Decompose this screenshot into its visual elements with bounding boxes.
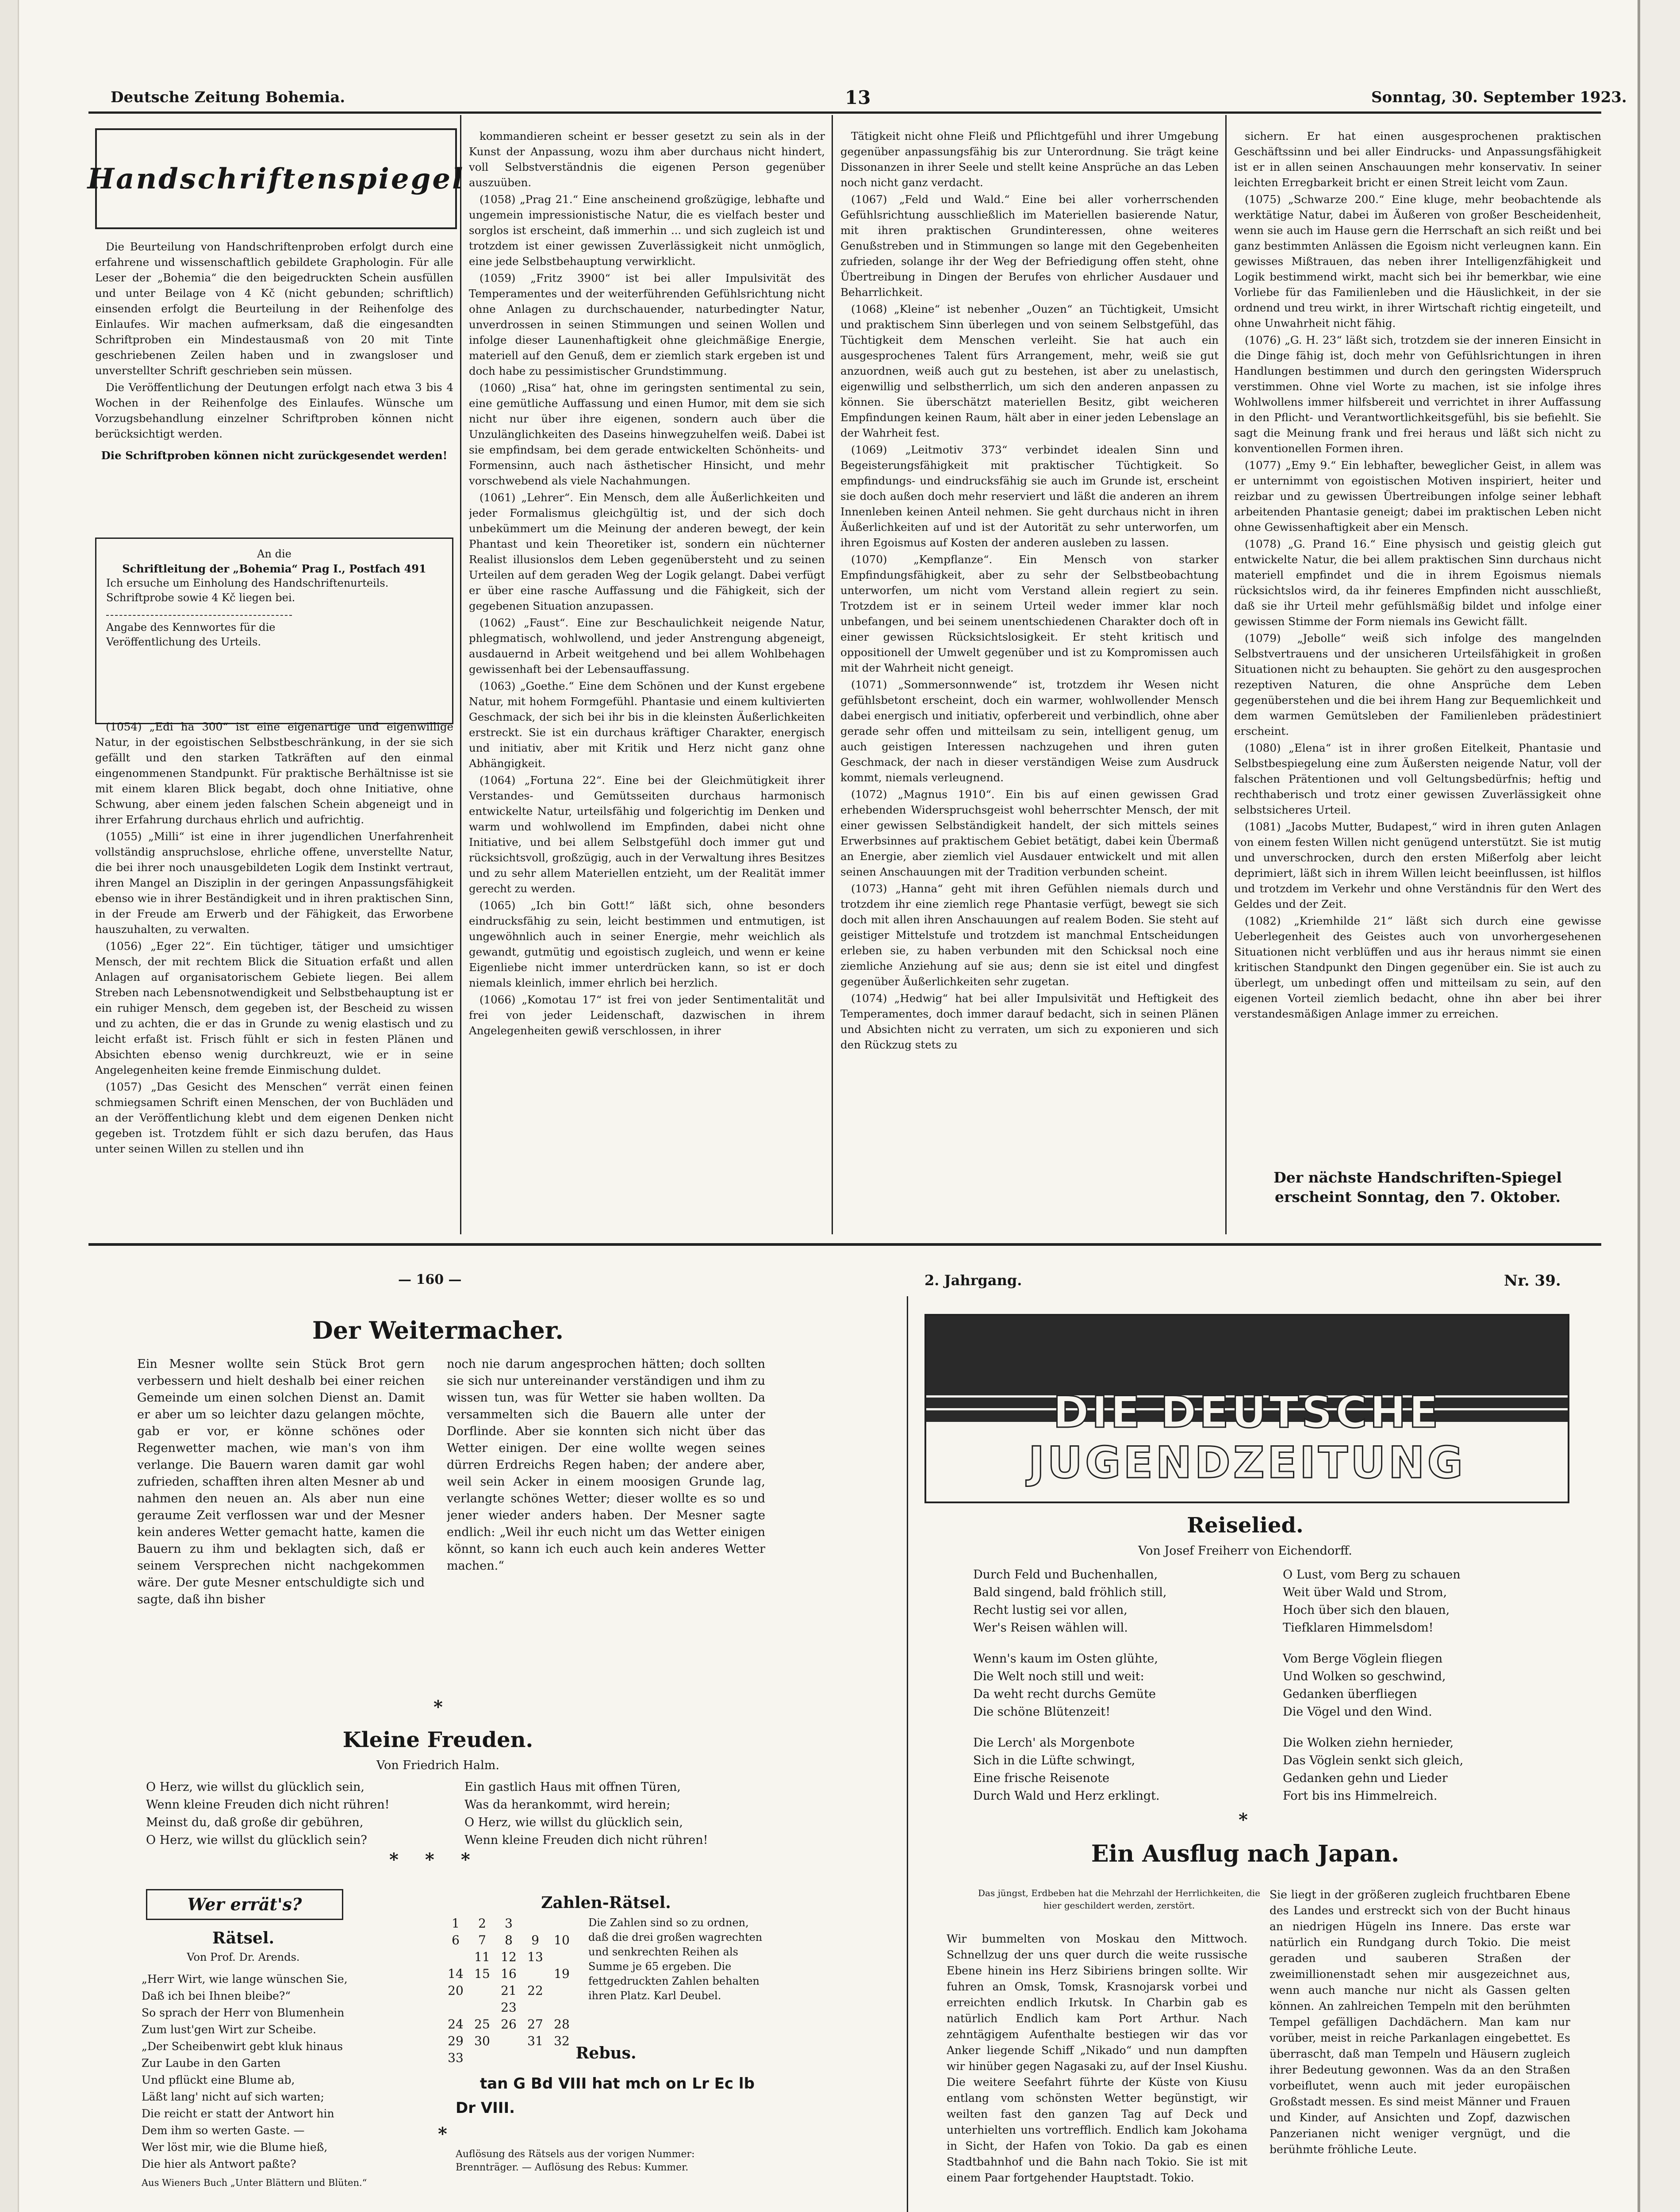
intro-paragraph: Die Veröffentlichung der Deutungen erfolgt nach etwa 3 bis 4 Wochen in der Reihenfolge des Einlaufes. Wünsche um Vorzugsbehandlung einzelner Schriftproben können nicht berücksichtigt werden.: [95, 381, 453, 440]
grid-cell: 33: [448, 2051, 464, 2065]
scan-right-edge: [1638, 0, 1680, 2212]
poem-line: Die reicht er statt der Antwort hin: [142, 2107, 334, 2120]
grid-cell: [469, 2000, 495, 2016]
grid-cell: 24: [448, 2017, 464, 2032]
header-rule: [88, 111, 1601, 114]
banner-title: DIE DEUTSCHE JUGENDZEITUNG: [1028, 1387, 1466, 1488]
reading-entry: (1079) „Jebolle“ weiß sich infolge des mangelnden Selbstvertrauens und der unsicheren Urteilsfähigkeit in großen Situationen nicht zu behaupten. Sie gehört zu den ausgesprochen rezeptiven Naturen, die ohne Ansprüche dem Leben gegenüberstehen und die bei ihrem Hang zur Bequemlichkeit und dem warmen Gemütsleben der Familienleben prädestiniert erscheint.: [1234, 632, 1601, 737]
reading-entry: (1064) „Fortuna 22“. Eine bei der Gleichmütigkeit ihrer Verstandes- und Gemütsseiten durchaus harmonisch entwickelte Natur, urteilsfähig und folgerichtig im Denken und warm und wohlwollend im Empfinden, dabei nicht ohne Initiative, und bei allem Selbstgefühl doch immer gut und rücksichtsvoll, großzügig, auch in der Verwaltung ihres Besitzes und zu sehr allem Materiellen entzieht, um der Realität immer gerecht zu werden.: [469, 774, 825, 895]
grid-cell: 29: [448, 2034, 464, 2048]
grid-cell: 14: [448, 1966, 464, 1981]
scan-left-edge: [0, 0, 19, 2212]
grid-cell: 10: [554, 1933, 570, 1947]
poem-line: Wenn's kaum im Osten glühte,: [973, 1652, 1158, 1666]
grid-cell: 27: [527, 2017, 543, 2032]
poem-line: Das Vöglein senkt sich gleich,: [1283, 1754, 1464, 1767]
grid-cell: 22: [527, 1983, 543, 1998]
poem-line: Wer löst mir, wie die Blume hieß,: [142, 2141, 328, 2154]
star-separator: *: [438, 2124, 447, 2144]
reading-entry: (1080) „Elena“ ist in ihrer großen Eitelkeit, Phantasie und Selbstbespiegelung eine zum Äußersten neigende Natur, voll der falschen Prätentionen und voll Geltungsbedürfnis; heftig und rechthaberisch und trotz einer gewissen Zuverlässigkeit ohne selbstsicheres Urteil.: [1234, 741, 1601, 816]
poem-line: Gedanken überfliegen: [1283, 1687, 1417, 1701]
grid-cell: 20: [448, 1983, 464, 1998]
reading-entry: (1072) „Magnus 1910“. Ein bis auf einen gewissen Grad erhebenden Widerspruchsgeist wohl beherrschter Mensch, der mit einer gewissen Selbständigkeit handelt, der sich mittels seines Erwerbsinnes auf praktischem Gebiet betätigt, dabei kein Übermaß an Energie, aber ziemlich viel Ausdauer entwickelt und mit allen seinen Anschauungen mit der Tradition verbunden scheint.: [840, 788, 1219, 878]
poem-line: O Lust, vom Berg zu schauen: [1283, 1568, 1461, 1582]
grid-cell: [548, 2000, 575, 2016]
poem-line: „Der Scheibenwirt gebt kluk hinaus: [142, 2040, 343, 2053]
grid-cell: 8: [505, 1933, 513, 1947]
grid-cell: 31: [527, 2034, 543, 2048]
poem-line: Sich in die Lüfte schwingt,: [973, 1754, 1135, 1767]
grid-cell: 7: [478, 1933, 486, 1947]
poem-line: Hoch über sich den blauen,: [1283, 1603, 1450, 1617]
handschrift-title: Handschriftenspiegel: [87, 162, 465, 196]
raetsel-poem: [142, 1971, 416, 2191]
reiselied-right: [1283, 1566, 1566, 1805]
grid-cell: [469, 1983, 495, 1999]
reading-entry: sichern. Er hat einen ausgesprochenen praktischen Geschäftssinn und bei aller Eindrucks- und Anpassungsfähigkeit ist er in allen seinen Anschauungen mehr konservativ. In seiner leichten Erregbarkeit bricht er einen Streit leicht vom Zaun.: [1234, 130, 1601, 189]
reading-entry: (1063) „Goethe.“ Eine dem Schönen und der Kunst ergebene Natur, mit hohem Formgefühl. Phantasie und einem kultivierten Geschmack, der sich bei ihr bis in die kleinsten Äußerlichkeiten erstreckt. Sie ist ein durchaus kräftiger Charakter, energisch und initiativ, aber mit Kritik und Herz nicht ganz ohne Abhängigkeit.: [469, 680, 825, 770]
reading-entry: (1070) „Kempflanze“. Ein Mensch von starker Empfindungsfähigkeit, aber zu sehr der Selbstbeobachtung unterworfen, um nicht vom Verstand allein regiert zu sein. Trotzdem ist er in seinem Urteil weder immer klar noch unbefangen, und bei seinem unentschiedenen Charakter doch oft in einer gewissen Rücksichtslosigkeit. Er steht kritisch und oppositionell der Umwelt gegenüber und ist zu Kompromissen auch mit der Wahrheit nicht geneigt.: [840, 553, 1219, 674]
japan-col1: Wir bummelten von Moskau den Mittwoch. Schnellzug der uns quer durch die weite russische Ebene hinein ins Herz Sibiriens bringen sollte. Wir fuhren an Omsk, Tomsk, Krasnojarsk vorbei und erreichten endlich Irkutsk. In Charbin gab es natürlich Endlich kam Port Arthur. Nach zehntägigem Aufenthalte bestiegen wir das vor Anker liegende Schiff „Nikado“ und nun dampften wir hinüber gegen Nagasaki zu, auf der Insel Kiushu. Die weitere Seefahrt führte der Küste von Kiusu entlang vom schönsten Wetter begünstigt, wir weilten fast den ganzen Tag auf Deck und unterhielten uns vortrefflich. Endlich kam Jokohama in Sicht, der Hafen von Tokio. Da gab es einen Stadtbahnhof und die Bahn nach Tokio. Sie ist mit einem Paar fortgehender Hauptstadt. Tokio.: [947, 1932, 1247, 2184]
poem-line: Zum lust'gen Wirt zur Scheibe.: [142, 2023, 316, 2036]
jahrgang-label: 2. Jahrgang.: [924, 1272, 1022, 1289]
supplement-column-rule: [907, 1296, 908, 2212]
reading-entry: (1057) „Das Gesicht des Menschen“ verrät einen feinen schmiegsamen Schrift einen Menschen, der von Buchläden und an der Veröffentlichung klebt und dem eigenen Denken nicht gegeben ist. Trotzdem fühlt er sich dazu berufen, das Haus unter seinen Willen zu stellen und ihn: [95, 1080, 453, 1155]
reiselied-author: Von Josef Freiherr von Eichendorff.: [1138, 1544, 1352, 1558]
intro-paragraph: Die Beurteilung von Handschriftenproben erfolgt durch eine erfahrene und wissenschaftlich gebildete Graphologin. Für alle Leser der „Bohemia“ die den beigedruckten Schein ausfüllen und unter Beilage von 4 Kč (nicht gebunden; schriftlich) einsenden erfolgt die Beurteilung in der Reihenfolge des Einlaufes. Wir machen aufmerksam, daß die eingesandten Schriftproben ein Mindestausmaß von 20 mit Tinte geschriebenen Zeilen haben und in zwangsloser und unverstellter Schrift geschrieben sein müssen.: [95, 240, 453, 377]
reading-entry: (1060) „Risa“ hat, ohne im geringsten sentimental zu sein, eine gemütliche Auffassung und einen Humor, mit dem sie sich nicht nur über ihre eigenen, sondern auch über die Unzulänglichkeiten des Daseins hinwegzuhelfen weiß. Dabei ist sie empfindsam, bei dem gerade entwickelten Schönheits- und Formensinn, auch nach ästhetischer Hinsicht, und mehr vorschwebend als viele Nachahmungen.: [469, 381, 825, 487]
star-separator: *: [433, 1697, 443, 1717]
poem-line: Ein gastlich Haus mit offnen Türen,: [464, 1780, 681, 1794]
poem-line: Die Welt noch still und weit:: [973, 1670, 1144, 1683]
wer-erraets-box: Wer errät's?: [146, 1889, 343, 1920]
japan-intro-note: Das jüngst, Erdbeben hat die Mehrzahl der Herrlichkeiten, die hier geschildert werden, zerstört.: [978, 1888, 1260, 1911]
reading-entry: (1062) „Faust“. Eine zur Beschaulichkeit neigende Natur, phlegmatisch, wohlwollend, und jeder Anstrengung abgeneigt, ausdauernd in Arbeit weitgehend und bei allem Wohlbehagen gewissenhaft bei der Lebensauffassung.: [469, 616, 825, 676]
poem-line: Die Vögel und den Wind.: [1283, 1705, 1432, 1719]
col2-readings: [469, 128, 825, 1234]
coupon-request: Ich ersuche um Einholung des Handschriftenurteils. Schriftprobe sowie 4 Kč liegen bei.: [106, 577, 389, 604]
reading-entry: (1061) „Lehrer“. Ein Mensch, dem alle Äußerlichkeiten und jeder Formalismus gleichgültig ist, und der sich doch unbekümmert um die Meinung der anderen bewegt, der kein Phantast und kein Theoretiker ist, sondern ein nüchterner Realist illusionslos dem Leben gegenübersteht und zu seinen Urteilen auf dem geraden Weg der Logik gelangt. Dabei verfügt er über eine rasche Auffassung und die Fähigkeit, sich der gegebenen Situation anzupassen.: [469, 491, 825, 612]
grid-cell: [548, 1916, 575, 1932]
poem-line: Tiefklaren Himmelsdom!: [1283, 1621, 1434, 1635]
raetsel-author: Von Prof. Dr. Arends.: [187, 1951, 300, 1963]
grid-cell: [442, 1949, 469, 1965]
poem-line: Die Wolken ziehn hernieder,: [1283, 1736, 1454, 1750]
poem-line: O Herz, wie willst du glücklich sein?: [146, 1833, 367, 1847]
reading-entry: (1082) „Kriemhilde 21“ läßt sich durch eine gewisse Ueberlegenheit des Geistes auch von unvorhergesehenen Situationen nicht verblüffen und aus ihr heraus nimmt sie einen kritischen Standpunkt den Dingen gegenüber ein. Sie ist auch zu überlegt, um unbedingt offen und mitteilsam zu sein, auf den eigenen Vorteil ziemlich bedacht, ohne ihn aber bei ihrer verstandesmäßigen Anlage immer zu erreichen.: [1234, 914, 1601, 1020]
grid-cell: 3: [505, 1916, 513, 1931]
raetsel-title: Rätsel.: [212, 1929, 275, 1947]
grid-cell: 19: [554, 1966, 570, 1981]
poem-line: Vom Berge Vöglein fliegen: [1283, 1652, 1443, 1666]
reading-entry: (1078) „G. Prand 16.“ Eine physisch und geistig gleich gut entwickelte Natur, die bei allem praktischen Sinn durchaus nicht materiell empfindet und die in ihrem Egoismus niemals rücksichtslos wird, da ihr feineres Empfinden nicht ausschließt, daß sie ihr Urteil mehr gefühlsmäßig bildet und infolge einer gewissen Stimme der Form niemals ins Gewicht fällt.: [1234, 538, 1601, 628]
poem-line: Durch Feld und Buchenhallen,: [973, 1568, 1158, 1582]
reading-entry: (1058) „Prag 21.“ Eine anscheinend großzügige, lebhafte und ungemein impressionistische Natur, die es vielfach bester und sorglos ist erscheint, daß immerhin ... und sich zugleich ist und trotzdem ist einer gewissen Zuverlässigkeit nicht unmöglich, eine jede Selbstbehauptung verwirklicht.: [469, 193, 825, 268]
grid-cell: [522, 1966, 548, 1982]
grid-cell: 2: [478, 1916, 486, 1931]
masthead-left: Deutsche Zeitung Bohemia.: [111, 88, 345, 106]
grid-cell: [548, 1949, 575, 1965]
col3-readings: [840, 128, 1219, 1234]
poem-line: Wer's Reisen wählen will.: [973, 1621, 1128, 1635]
reading-entry: (1074) „Hedwig“ hat bei aller Impulsivität und Heftigkeit des Temperamentes, doch immer darauf bedacht, sich in seinen Plänen und Absichten nicht zu verraten, um sich zu exponieren und sich den Rückzug stets zu: [840, 992, 1219, 1051]
grid-cell: 30: [474, 2034, 490, 2048]
grid-cell: 28: [554, 2017, 570, 2032]
kleine-freuden-author: Von Friedrich Halm.: [376, 1759, 499, 1772]
grid-cell: 32: [554, 2034, 570, 2048]
grid-cell: 23: [501, 2000, 517, 2015]
grid-cell: 16: [501, 1966, 517, 1981]
reading-entry: (1076) „G. H. 23“ läßt sich, trotzdem sie der inneren Einsicht in die Dinge fähig ist, doch mehr von Gefühlsrichtungen in ihren Handlungen bestimmen und durch den geringsten Widerspruch verstimmen. Ohne viel Worte zu machen, ist sie infolge ihres Wohlwollens immer hilfsbereit und verrichtet in ihrer Auffassung in den Pflicht- und Verantwortlichkeitsgefühl, bis sie befiehlt. Sie sagt die Meinung frank und frei heraus und läßt sich nicht zu konventionellen Formen ihren.: [1234, 334, 1601, 455]
poem-line: Eine frische Reisenote: [973, 1771, 1110, 1785]
poem-line: Wenn kleine Freuden dich nicht rühren!: [464, 1833, 708, 1847]
poem-line: Daß ich bei Ihnen bleibe?“: [142, 1989, 291, 2002]
column-rule: [1225, 115, 1227, 1234]
column-rule: [460, 115, 461, 1234]
col1-readings: [95, 719, 453, 1234]
grid-cell: 1: [452, 1916, 460, 1931]
weitermacher-title: Der Weitermacher.: [312, 1316, 564, 1344]
kleine-freuden-title: Kleine Freuden.: [342, 1728, 533, 1752]
japan-col2: Sie liegt in der größeren zugleich fruchtbaren Ebene des Landes und erstreckt sich von der Bucht hinaus an niedrigen Hügeln ins Innere. Das erste war natürlich ein Rundgang durch Tokio. Die meist geraden und sauberen Straßen der zweimillionenstadt sehen mir ausgezeichnet aus, wenn auch manche nur nicht als Gassen gelten können. An zahlreichen Tempeln mit den berühmten Tempel gefälligen Dachdächern. Man kam nur vorüber, meist in reiche Parkanlagen eingebettet. Es überrascht, daß man Tempeln und Häusern zugleich ihrer Bedeutung gewonnen. Was da an den Straßen vorbeiflutet, wenn auch mit jeder europäischen Großstadt messen. Es sind meist Männer und Frauen und Kinder, auf Ansichten und Zopf, dazwischen Panzerianen nicht weniger vergnügt, und die berühmte fröhliche Leute.: [1270, 1888, 1570, 2156]
poem-line: Und pflückt eine Blume ab,: [142, 2074, 295, 2086]
jugendzeitung-banner: [924, 1314, 1569, 1503]
poem-line: Die hier als Antwort paßte?: [142, 2158, 296, 2170]
reading-entry: (1073) „Hanna“ geht mit ihren Gefühlen niemals durch und trotzdem ihr eine ziemlich rege Phantasie verfügt, bewegt sie sich doch mit allen ihren Anschauungen auf realem Boden. Sie steht auf geistiger Mittelstufe und trotzdem ist manchmal Entscheidungen erleben sie, zu haben verbunden mit den Schicksal noch eine ziemliche Anziehung auf sie aus; denn sie ist eitel und dingfest gegenüber Äußerlichkeiten sehr zugetan.: [840, 882, 1219, 988]
reading-entry: (1054) „Edi ha 300“ ist eine eigenartige und eigenwillige Natur, in der egoistischen Selbstbeschränkung, in der sie sich gefällt und den starken Tatkräften auf den einmal eingenommenen Standpunkt. Für praktische Berhältnisse ist sie mit einem klaren Blick begabt, doch ohne Initiative, ohne Schwung, aber einem jeden falschen Schein abgeneigt und in ihrer Erfahrung durchaus ehrlich und aufrichtig.: [95, 720, 453, 826]
kleine-freuden-left: [146, 1778, 447, 1849]
reiselied-left: [973, 1566, 1256, 1805]
poem-line: O Herz, wie willst du glücklich sein,: [464, 1816, 683, 1829]
poem-line: Die Lerch' als Morgenbote: [973, 1736, 1135, 1750]
section-separator: [88, 1243, 1601, 1246]
grid-cell: 21: [501, 1983, 517, 1998]
grid-cell: [548, 1983, 575, 1999]
reading-entry: (1068) „Kleine“ ist nebenher „Ouzen“ an Tüchtigkeit, Umsicht und praktischem Sinn überlegen und von seinem Selbstgefühl, das Tüchtigkeit dem Menschen verleiht. Sie hat auch ein ausgesprochenes Talent fürs Arrangement, mehr, weiß sie gut anzuordnen, weiß auch gut zu bestehen, ist aber zu unelastisch, eigenwillig und selbstherrlich, um sich den anderen anpassen zu können. Sie überschätzt materiellen Besitz, gibt weicheren Empfindungen keinen Raum, hält aber in einer jeden Lebenslage an der Wahrheit fest.: [840, 303, 1219, 439]
grid-cell: [442, 2000, 469, 2016]
zahlen-raetsel-title: Zahlen-Rätsel.: [541, 1893, 671, 1912]
weitermacher-col2: noch nie darum angesprochen hätten; doch sollten sie sich nur untereinander verständigen und ihm zu wissen tun, was für Wetter sie haben wollten. Da versammelten sich die Bauern alle unter der Dorflinde. Aber sie konnten sich nicht über das Wetter einigen. Der eine wollte wegen seines dürren Erdreichs Regen haben; der andere aber, weil sein Acker in einem moosigen Grunde lag, verlangte schönes Wetter; dieser wollte es so und jener wieder anders haben. Der Mesner sagte endlich: „Weil ihr euch nicht um das Wetter einigen könnt, so kann ich euch auch kein anderes Wetter machen.“: [447, 1357, 765, 1573]
reading-entry: (1071) „Sommersonnwende“ ist, trotzdem ihr Wesen nicht gefühlsbetont erscheint, doch ein warmer, wohlwollender Mensch dabei energisch und initiativ, opferbereit und verbindlich, ohne aber gerade sehr offen und mitteilsam zu sein, intelligent genug, um auch geistigen Interessen nachzugehen und ihren guten Geschmack, der nach in dieser verständigen Weise zum Ausdruck kommt, niemals verleugnend.: [840, 678, 1219, 784]
grid-cell: 11: [474, 1950, 490, 1964]
poem-line: Durch Wald und Herz erklingt.: [973, 1789, 1160, 1803]
grid-cell: [522, 1916, 548, 1932]
star-separator: *: [1239, 1809, 1248, 1830]
poem-line: Und Wolken so geschwind,: [1283, 1670, 1446, 1683]
reading-entry: kommandieren scheint er besser gesetzt zu sein als in der Kunst der Anpassung, wozu ihm aber durchaus nicht hindert, voll Selbstverständnis die eigenen Person gegenüber auszuüben.: [469, 130, 825, 189]
poem-line: Zur Laube in den Garten: [142, 2057, 281, 2070]
coupon-address: Schriftleitung der „Bohemia“ Prag I., Postfach 491: [122, 562, 426, 575]
reading-entry: (1059) „Fritz 3900“ ist bei aller Impulsivität des Temperamentes und der weiterführenden Gefühlsrichtung nicht ohne Anlagen zu durchschauender, naturbedingter Natur, unverdrossen in seinen Stimmungen und seinen Wollen und infolge dieser Launenhaftigkeit ohne gleichmäßige Energie, materiell auf den Genuß, dem er ziemlich stark ergeben ist und doch habe zu pessimistischer Grundstimmung.: [469, 272, 825, 377]
masthead-date: Sonntag, 30. September 1923.: [1371, 88, 1627, 106]
grid-cell: 25: [474, 2017, 490, 2032]
poem-line: Dem ihm so werten Gaste. —: [142, 2124, 305, 2137]
coupon-line: An die: [257, 548, 292, 560]
japan-title: Ein Ausflug nach Japan.: [1091, 1840, 1400, 1867]
reading-entry: (1075) „Schwarze 200.“ Eine kluge, mehr beobachtende als werktätige Natur, dabei im Äußeren von großer Bescheidenheit, wenn sie auch im Hause gern die Herrschaft an sich reißt und bei ganz bestimmten Anlässen die Egoism nicht verleugnen kann. Ein gewisses Mißtrauen, das neben ihrer Intelligenzfähigkeit und Logik bestimmend wirkt, macht sich bei ihr bemerkbar, wie eine Vorliebe für das Familienleben und die Häuslichkeit, in der sie ordnend und treu wirkt, in ihrer Wirtschaft richtig eingeteilt, und ohne Unwahrheit nicht fähig.: [1234, 193, 1601, 330]
reiselied-title: Reiselied.: [1187, 1513, 1304, 1538]
poem-line: Die schöne Blütenzeit!: [973, 1705, 1111, 1719]
poem-line: Was da herankommt, wird herein;: [464, 1798, 671, 1812]
poem-line: Weit über Wald und Strom,: [1283, 1586, 1447, 1599]
reading-entry: (1065) „Ich bin Gott!“ läßt sich, ohne besonders eindrucksfähig zu sein, leicht bestimmen und entmutigen, ist ungewöhnlich auch in seiner Energie, mehr weichlich als gewandt, gutmütig und egoistisch zugleich, und wenn er keine Eigenliebe nicht immer unterdrücken kann, so ist er doch niemals kleinlich, immer ehrlich bei herzlich.: [469, 899, 825, 989]
poem-line: Gedanken gehn und Lieder: [1283, 1771, 1448, 1785]
poem-line: O Herz, wie willst du glücklich sein,: [146, 1780, 365, 1794]
reading-entry: (1069) „Leitmotiv 373“ verbindet idealen Sinn und Begeisterungsfähigkeit mit praktischer Tüchtigkeit. So empfindungs- und eindrucksfähig sie auch im Grunde ist, erscheint sie doch außen doch mehr reserviert und läßt die anderen an ihrem Innenleben keinen Anteil nehmen. Sie geht durchaus nicht in ihren Äußerlichkeiten auf und ist der Autorität zu sehr unterworfen, um ihren Egoismus auf Kosten der anderen ausleben zu lassen.: [840, 443, 1219, 549]
zahlen-raetsel-text: Die Zahlen sind so zu ordnen, daß die drei großen wagrechten und senkrechten Reihen als Summe je 65 ergeben. Die fettgedruckten Zahlen behalten ihren Platz. Karl Deubel.: [588, 1916, 763, 2002]
kleine-freuden-right: [464, 1778, 774, 1849]
page-number: 13: [845, 87, 871, 108]
order-coupon[interactable]: [95, 538, 453, 724]
rebus-title: Rebus.: [575, 2044, 637, 2062]
raetsel-source: Aus Wieners Buch „Unter Blättern und Blüten.“: [142, 2177, 367, 2188]
poem-line: So sprach der Herr von Blumenhein: [142, 2006, 345, 2019]
handschrift-title-box: [87, 128, 465, 229]
reading-entry: (1055) „Milli“ ist eine in ihrer jugendlichen Unerfahrenheit vollständig anspruchslose, ehrliche offene, unverstellte Natur, die bei ihrer noch unausgebildeten Logik dem Instinkt vertraut, ihren Mangel an Disziplin in der geringen Anpassungsfähigkeit ebenso wie in ihrer Beständigkeit und in ihren praktischen Sinn, in der Freude am Erwerb und der Fähigkeit, das Erworbene hauszuhalten, zu verwalten.: [95, 830, 453, 936]
grid-cell: 26: [501, 2017, 517, 2032]
poem-line: Fort bis ins Himmelreich.: [1283, 1789, 1438, 1803]
column-rule: [832, 115, 833, 1234]
grid-cell: 6: [452, 1933, 460, 1947]
poem-line: Meinst du, daß große dir gebühren,: [146, 1816, 364, 1829]
next-issue-note: Der nächste Handschriften-Spiegel erscheint Sonntag, den 7. Oktober.: [1273, 1169, 1562, 1206]
reading-entry: (1067) „Feld und Wald.“ Eine bei aller vorherrschenden Gefühlsrichtung ausschließlich im Materiellen basierende Natur, mit ihren praktischen Grundinteressen, ohne weiteres Genußstreben und in Stimmungen so lange mit den Gegebenheiten zufrieden, solange ihr der Weg der Befriedigung offen steht, ohne Übertreibung in Dingen der Berufes von ehrlicher Ausdauer und Beharrlichkeit.: [840, 193, 1219, 299]
grid-cell: 9: [531, 1933, 539, 1947]
reading-entry: (1056) „Eger 22“. Ein tüchtiger, tätiger und umsichtiger Mensch, der mit rechtem Blick die Situation erfaßt und allen Anlagen auf organisatorischem Gebiete liegen. Bei allem Streben nach Lebensnotwendigkeit und Selbstbehauptung ist er ein ruhiger Mensch, dem gegeben ist, der Bescheid zu wissen und zu achten, die er das in Grunde zu wenig elastisch und zu leicht erfaßt ist. Frisch fühlt er sich in festen Plänen und Absichten ebenso wenig durchkreuzt, wie er in seine Angelegenheiten keine fremde Einmischung duldet.: [95, 940, 453, 1076]
solution-note: Auflösung des Rätsels aus der vorigen Nummer: Brennträger. — Auflösung des Rebus: Kummer.: [456, 2149, 695, 2173]
rebus-line-2: Dr VIII.: [456, 2099, 515, 2117]
poem-line: Da weht recht durchs Gemüte: [973, 1687, 1156, 1701]
poem-line: „Herr Wirt, wie lange wünschen Sie,: [142, 1973, 348, 1985]
reading-entry: (1077) „Emy 9.“ Ein lebhafter, beweglicher Geist, in allem was er unternimmt von egoistischen Motiven inspiriert, heiter und reizbar und zu gewissen Übertreibungen infolge seiner lebhaft arbeitenden Phantasie geneigt; dabei im praktischen Leben nicht ohne Gewissenhaftigkeit aber ein Mensch.: [1234, 459, 1601, 534]
poem-line: Bald singend, bald fröhlich still,: [973, 1586, 1167, 1599]
reading-entry: (1066) „Komotau 17“ ist frei von jeder Sentimentalität und frei von jeder Leidenschaft, dazwischen in ihrem Angelegenheiten gewiß verschlossen, in ihrer: [469, 993, 825, 1037]
number-grid: [442, 1916, 575, 2066]
poem-line: Wenn kleine Freuden dich nicht rühren!: [146, 1798, 390, 1812]
reading-entry: (1081) „Jacobs Mutter, Budapest,“ wird in ihren guten Anlagen von einem festen Willen nicht genügend unterstützt. Sie ist mutig und unverschrocken, durch den ersten Mißerfolg aber leicht deprimiert, läßt sich in ihrem Willen leicht beeinflussen, ist hilflos und trotzdem im Verkehr und ohne Verständnis für den Wert des Geldes und der Zeit.: [1234, 820, 1601, 910]
reading-entry: Tätigkeit nicht ohne Fleiß und Pflichtgefühl und ihrer Umgebung gegenüber anpassungsfähig bis zur Unterordnung. Sie trägt keine Dissonanzen in ihrer Seele und stellt keine Ansprüche an das Leben noch nicht ganz verdacht.: [840, 130, 1219, 189]
supplement-page-number: — 160 —: [398, 1272, 462, 1287]
grid-cell: [522, 2000, 548, 2016]
rebus-line-1: tan G Bd VIII hat mch on Lr Ec lb: [480, 2075, 755, 2093]
poem-line: Läßt lang' nicht auf sich warten;: [142, 2090, 324, 2103]
grid-cell: 13: [527, 1950, 543, 1964]
no-return-note: Die Schriftproben können nicht zurückgesendet werden!: [101, 449, 448, 462]
col4-readings: [1234, 128, 1601, 1146]
grid-cell: 15: [474, 1966, 490, 1981]
star-separator: ***: [389, 1849, 497, 1870]
grid-cell: 12: [501, 1950, 517, 1964]
weitermacher-col1: Ein Mesner wollte sein Stück Brot gern verbessern und hielt deshalb bei einer reichen Gemeinde um einen solchen Dienst an. Damit er aber um so leichter dazu gelangen möchte, gab er vor, er könne schönes oder Regenwetter machen, wie man's von ihm verlange. Die Bauern waren damit gar wohl zufrieden, schafften ihren alten Mesner ab und nahmen den neuen an. Als aber nun eine geraume Zeit verflossen war und der Mesner kein anderes Wetter gemacht hatte, kamen die Bauern zu ihm und beklagten sich, daß er seinem Versprechen nicht nachgekommen wäre. Der gute Mesner entschuldigte sich und sagte, daß ihn bisher: [137, 1357, 425, 1606]
intro-text: [95, 239, 453, 513]
issue-number: Nr. 39.: [1504, 1272, 1561, 1290]
coupon-keyword-field[interactable]: Angabe des Kennwortes für die Veröffentlichung des Urteils.: [106, 615, 292, 649]
poem-line: Recht lustig sei vor allen,: [973, 1603, 1128, 1617]
